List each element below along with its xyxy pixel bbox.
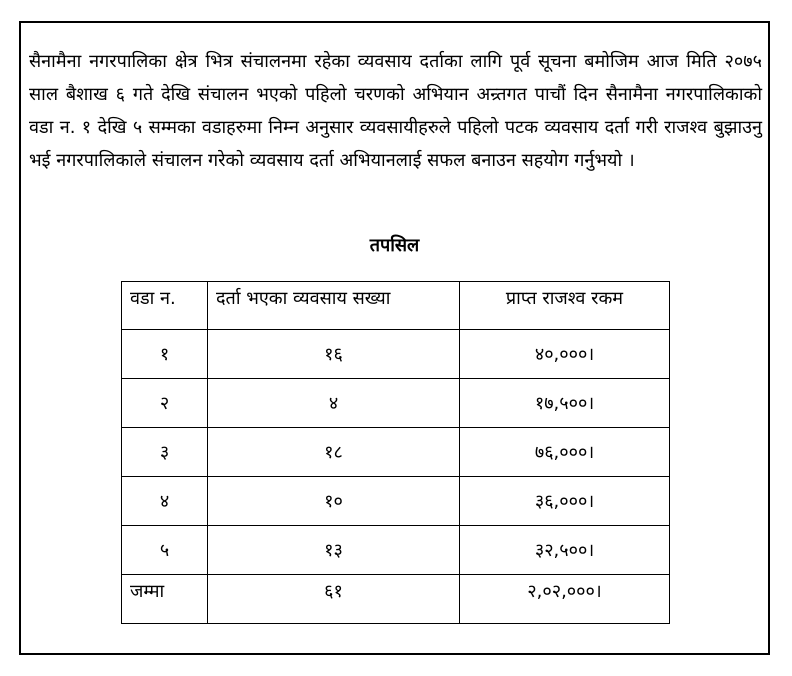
table-total-row [122,575,670,624]
cell-revenue: ३२,५००। [460,526,670,575]
table-row [122,428,670,477]
cell-ward: २ [122,379,208,428]
table-row [122,330,670,379]
header-registered-count: दर्ता भएका व्यवसाय सख्या [208,282,460,330]
notice-paragraph: सैनामैना नगरपालिका क्षेत्र भित्र संचालनमा रहेका व्यवसाय दर्ताका लागि पूर्व सूचना बमोजिम आज मिति २०७५ साल बैशाख ६ गते देखि संचालन भएको पहिलो चरणको अभियान अन्र्तगत पाचौं दिन सैनामैना नगरपालिकाको वडा न. १ देखि ५ सम्मका वडाहरुमा निम्न अनुसार व्यवसायीहरुले पहिलो पटक व्यवसाय दर्ता गरी राजश्व बुझाउनु भई नगरपालिकाले संचालन गरेको व्यवसाय दर्ता अभियानलाई सफल बनाउन सहयोग गर्नुभयो । [29,51,762,171]
cell-ward: ३ [122,428,208,477]
table-header-row [122,282,670,330]
cell-count: १० [208,477,460,526]
cell-count: १६ [208,330,460,379]
cell-revenue: १७,५००। [460,379,670,428]
total-revenue: २,०२,०००। [460,575,670,624]
table-row [122,379,670,428]
total-count: ६१ [208,575,460,624]
cell-ward: १ [122,330,208,379]
cell-count: १८ [208,428,460,477]
table-row [122,526,670,575]
table-row [122,477,670,526]
cell-ward: ५ [122,526,208,575]
cell-count: १३ [208,526,460,575]
section-title: तपसिल [369,235,420,256]
cell-count: ४ [208,379,460,428]
header-ward-no: वडा न. [122,282,208,330]
cell-revenue: ७६,०००। [460,428,670,477]
cell-revenue: ३६,०००। [460,477,670,526]
summary-table [121,281,670,624]
document-frame [19,21,770,655]
total-label: जम्मा [122,575,208,624]
cell-ward: ४ [122,477,208,526]
header-revenue-amount: प्राप्त राजश्व रकम [460,282,670,330]
cell-revenue: ४०,०००। [460,330,670,379]
